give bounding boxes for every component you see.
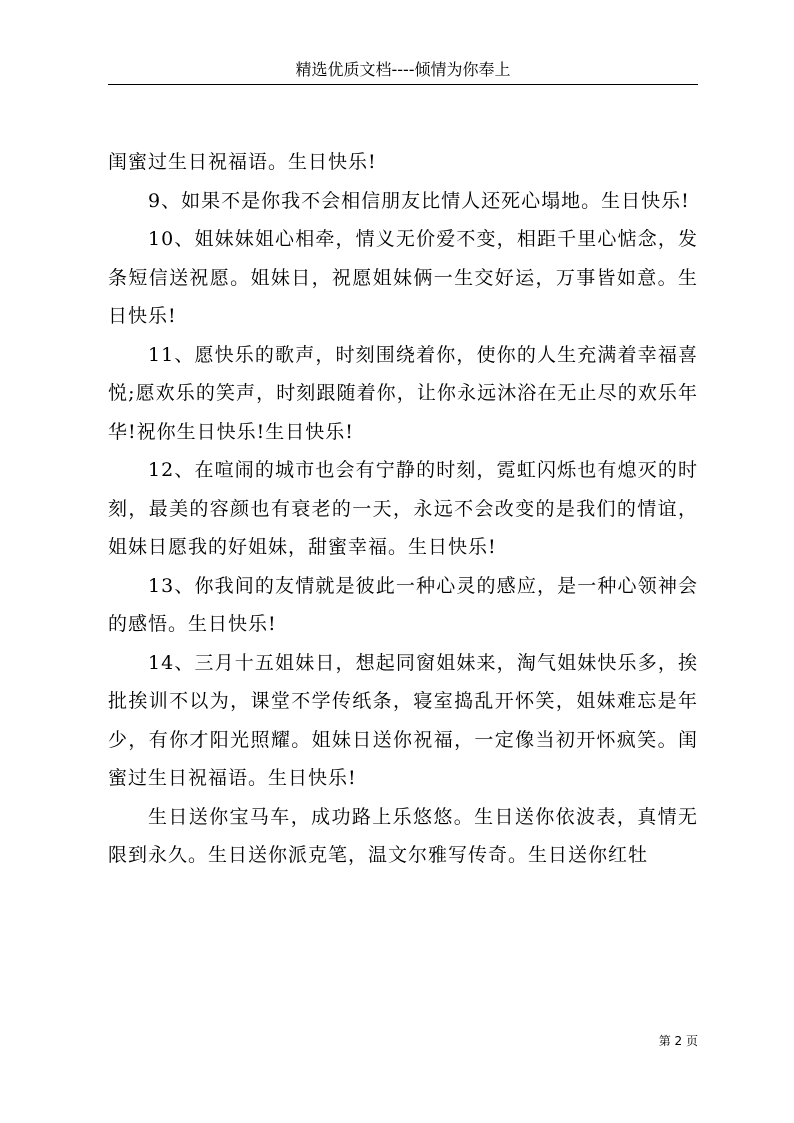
paragraph-item-11: 11、愿快乐的歌声，时刻围绕着你，使你的人生充满着幸福喜悦;愿欢乐的笑声，时刻跟随着你，让你永远沐浴在无止尽的欢乐年华!祝你生日快乐!生日快乐! [108,343,698,443]
paragraph-birthday-gifts: 生日送你宝马车，成功路上乐悠悠。生日送你依波表，真情无限到永久。生日送你派克笔，温文尔雅写传奇。生日送你红牡 [108,805,698,866]
paragraph-item-13: 13、你我间的友情就是彼此一种心灵的感应，是一种心领神会的感悟。生日快乐! [108,574,698,635]
paragraph-item-10: 10、姐妹妹姐心相牵，情义无价爱不变，相距千里心惦念，发条短信送祝愿。姐妹日，祝愿姐妹俩一生交好运，万事皆如意。生日快乐! [108,228,698,327]
paragraph-continuation: 闺蜜过生日祝福语。生日快乐! [108,151,377,173]
page-header-title: 精选优质文档----倾情为你奉上 [295,60,511,79]
page-number: 第 2 页 [658,1034,698,1048]
paragraph-item-12: 12、在喧闹的城市也会有宁静的时刻，霓虹闪烁也有熄灭的时刻，最美的容颜也有衰老的一天，永远不会改变的是我们的情谊，姐妹日愿我的好姐妹，甜蜜幸福。生日快乐! [108,459,698,558]
paragraph-item-9: 9、如果不是你我不会相信朋友比情人还死心塌地。生日快乐! [148,189,690,212]
header-divider [108,84,698,85]
paragraph-item-14: 14、三月十五姐妹日，想起同窗姐妹来，淘气姐妹快乐多，挨批挨训不以为，课堂不学传纸条，寝室捣乱开怀笑，姐妹难忘是年少，有你才阳光照耀。姐妹日送你祝福，一定像当初开怀疯笑。闺蜜过生日祝福语。生日快乐! [108,651,698,789]
document-body [108,143,698,875]
